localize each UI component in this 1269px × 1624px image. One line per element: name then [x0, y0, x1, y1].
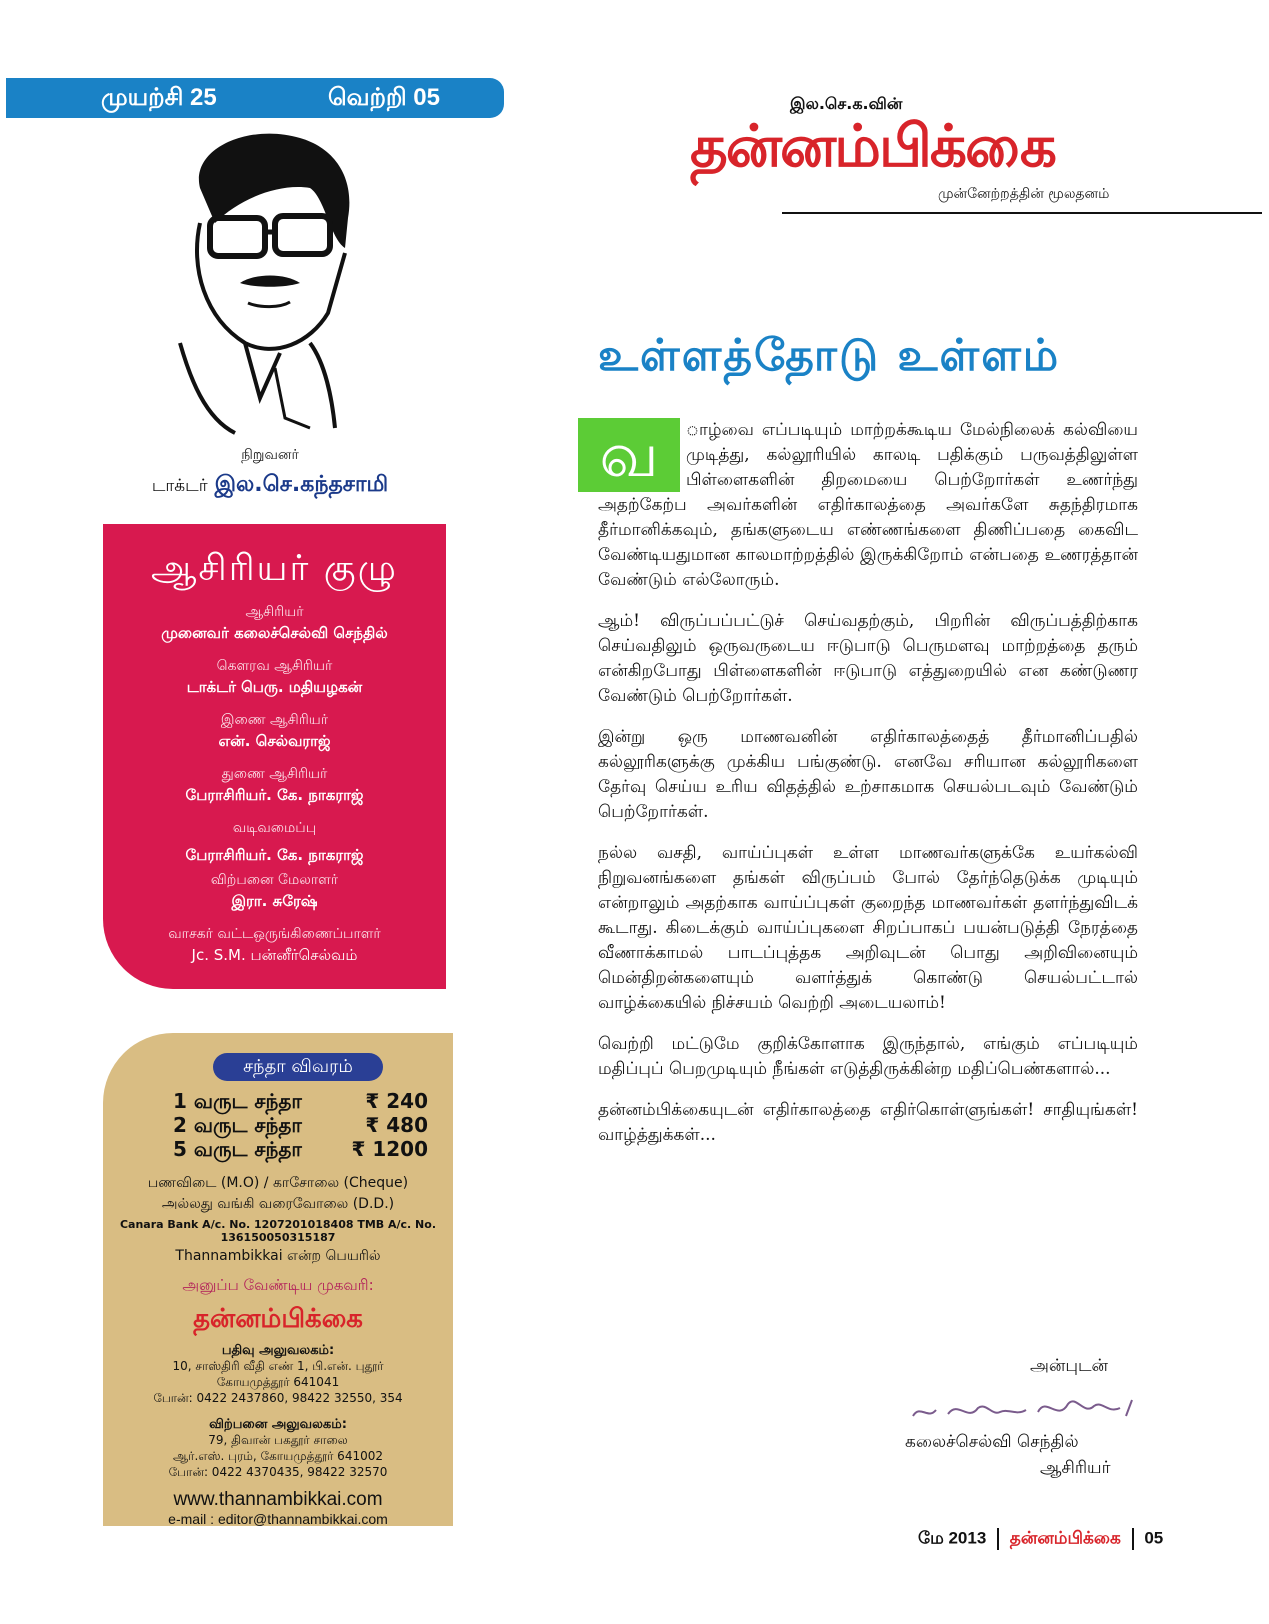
- signoff-role: ஆசிரியர்: [1040, 1458, 1111, 1478]
- member-name: பேராசிரியர். கே. நாகராஜ்: [185, 786, 364, 804]
- issue-attempt: முயற்சி 25: [101, 84, 217, 111]
- founder-name-text: இல.செ.கந்தசாமி: [214, 472, 389, 497]
- masthead-rule: [782, 212, 1262, 214]
- member-role: ஆசிரியர்: [245, 604, 304, 620]
- member-role: துணை ஆசிரியர்: [221, 766, 328, 782]
- member-role: கௌரவ ஆசிரியர்: [216, 658, 333, 674]
- subscription-label: 5 வருட சந்தா: [173, 1137, 302, 1161]
- article-body: [598, 418, 1138, 1164]
- reg-office-phone: போன்: 0422 2437860, 98422 32550, 354: [153, 1391, 403, 1405]
- article-paragraph: இன்று ஒரு மாணவனின் எதிர்காலத்தைத் தீர்மானிப்பதில் கல்லூரிகளுக்கு முக்கிய பங்குண்டு. எனவே சரியான கல்லூரிகளை தேர்வு செய்ய உரிய விதத்தில் உற்சாகமாக செயல்படவும் வேண்டும் பெற்றோர்கள்.: [598, 727, 1138, 822]
- footer-divider: [1132, 1528, 1134, 1550]
- subscription-row: [173, 1089, 438, 1115]
- editorial-board: [103, 524, 446, 989]
- subscription-price: ₹ 240: [365, 1089, 428, 1113]
- subscription-row: [173, 1113, 438, 1139]
- issue-month: மே 2013: [918, 1528, 987, 1548]
- masthead-tagline: முன்னேற்றத்தின் மூலதனம்: [938, 186, 1110, 202]
- member-name: என். செல்வராஜ்: [218, 732, 331, 750]
- signature-image: [908, 1386, 1138, 1430]
- sales-office-title: விற்பனை அலுவலகம்:: [209, 1417, 347, 1432]
- founder-name-prefix: டாக்டர்: [151, 476, 208, 496]
- payment-line: பணவிடை (M.O) / காசோலை (Cheque): [147, 1175, 409, 1191]
- drop-cap: வ: [578, 418, 680, 492]
- issue-bar: [6, 78, 504, 118]
- signoff-greeting: அன்புடன்: [1030, 1356, 1109, 1376]
- sales-office-line: 79, திவான் பகதூர் சாலை: [208, 1433, 348, 1447]
- subscription-title: சந்தா விவரம்: [213, 1053, 383, 1081]
- payment-line: அல்லது வங்கி வரைவோலை (D.D.): [161, 1196, 395, 1212]
- article-paragraph: வெற்றி மட்டுமே குறிக்கோளாக இருந்தால், எங்கும் எப்படியும் மதிப்புப் பெறமுடியும் நீங்கள் எடுத்திருக்கின்ற மதிப்பெண்களால்...: [598, 1034, 1138, 1079]
- bank-accounts: Canara Bank A/c. No. 1207201018408 TMB A/c. No. 136150050315187: [119, 1218, 437, 1244]
- member-role: இணை ஆசிரியர்: [220, 712, 329, 728]
- issue-success: வெற்றி 05: [328, 84, 440, 111]
- article-paragraph: தன்னம்பிக்கையுடன் எதிர்காலத்தை எதிர்கொள்ளுங்கள்! சாதியுங்கள்! வாழ்த்துக்கள்...: [598, 1100, 1138, 1145]
- subscription-row: [173, 1137, 438, 1163]
- member-name: இரா. சுரேஷ்: [231, 892, 318, 910]
- subscription-price: ₹ 480: [365, 1113, 428, 1137]
- member-role: விற்பனை மேலாளர்: [210, 872, 339, 888]
- member-role: வாசகர் வட்டஒருங்கிணைப்பாளர்: [168, 926, 381, 942]
- footer-logo: தன்னம்பிக்கை: [1009, 1528, 1121, 1549]
- payee-line: Thannambikkai என்ற பெயரில்: [175, 1248, 381, 1264]
- member-name: பேராசிரியர். கே. நாகராஜ்: [185, 846, 364, 864]
- founder-role: நிறுவனர்: [241, 447, 299, 463]
- editorial-title: ஆசிரியர் குழு: [151, 548, 398, 589]
- member-name: முனைவர் கலைச்செல்வி செந்தில்: [161, 624, 388, 642]
- article-paragraph: நல்ல வசதி, வாய்ப்புகள் உள்ள மாணவர்களுக்கே உயர்கல்வி நிறுவனங்களை தங்கள் விருப்பம் போல் தேர்ந்தெடுக்க முடியும் என்றாலும் அதற்காக வாய்ப்புகள் குறைந்த மாணவர்கள் தளர்ந்துவிடக் கூடாது. கிடைக்கும் வாய்ப்புகளை சிறப்பாகப் பயன்படுத்தி நேரத்தை வீணாக்காமல் பாடப்புத்தக அறிவுடன் பொது அறிவினையும் மென்திறன்களையும் வளர்த்துக் கொண்டு செயல்பட்டால் வாழ்க்கையில் நிச்சயம் வெற்றி அடையலாம்!: [598, 843, 1138, 1013]
- masthead-pre: இல.செ.க.வின்: [790, 94, 903, 113]
- article-text: ாழ்வை எப்படியும் மாற்றக்கூடிய மேல்நிலைக் கல்வியை முடித்து, கல்லூரியில் காலடி பதிக்கும் பருவத்திலுள்ள பிள்ளைகளின் திறமையை பெற்றோர்கள் உணர்ந்து அதற்கேற்ப அவர்களின் எதிர்காலத்தை அவர்களே சுதந்திரமாக தீர்மானிக்கவும், தங்களுடைய எண்ணங்களை திணிப்பதை கைவிட வேண்டியதுமான காலமாற்றத்தில் இருக்கிறோம் என்பதை உணரத்தான் வேண்டும் எல்லோரும்.: [598, 420, 1138, 590]
- founder-name: [110, 472, 430, 500]
- founder-portrait: [160, 128, 360, 443]
- subscription-label: 1 வருட சந்தா: [173, 1089, 302, 1113]
- subscription-box: [103, 1033, 453, 1526]
- reg-office-line: கோயமுத்தூர் 641041: [216, 1375, 340, 1389]
- signoff-name: கலைச்செல்வி செந்தில்: [905, 1432, 1079, 1452]
- member-name: Jc. S.M. பன்னீர்செல்வம்: [191, 946, 358, 964]
- page-number: 05: [1144, 1528, 1164, 1548]
- send-address-label: அனுப்ப வேண்டிய முகவரி:: [182, 1276, 374, 1294]
- website-link[interactable]: www.thannambikkai.com: [173, 1489, 383, 1510]
- member-name: டாக்டர் பெரு. மதியழகன்: [186, 678, 363, 696]
- email-link[interactable]: e-mail : editor@thannambikkai.com: [168, 1511, 388, 1527]
- subscription-price: ₹ 1200: [351, 1137, 428, 1161]
- masthead-logo: தன்னம்பிக்கை: [690, 112, 1055, 180]
- subscription-logo: தன்னம்பிக்கை: [193, 1304, 363, 1334]
- reg-office-title: பதிவு அலுவலகம்:: [221, 1343, 335, 1358]
- article-paragraph: ஆம்! விருப்பப்பட்டுச் செய்வதற்கும், பிறரின் விருப்பத்திற்காக செய்வதிலும் ஒருவருடைய ஈடுபாடு பெருமளவு மாற்றத்தை தரும் என்கிறபோது பிள்ளைகளின் ஈடுபாடு எத்துறையில் என கண்டுணர வேண்டும் பெற்றோர்கள்.: [598, 611, 1138, 706]
- page-footer: [918, 1528, 1163, 1550]
- sales-office-line: ஆர்.எஸ். புரம், கோயமுத்தூர் 641002: [173, 1449, 383, 1463]
- subscription-label: 2 வருட சந்தா: [173, 1113, 302, 1137]
- page-title: உள்ளத்தோடு உள்ளம்: [598, 330, 1061, 381]
- footer-divider: [997, 1528, 999, 1550]
- article-paragraph: [598, 418, 1138, 593]
- sales-office-phone: போன்: 0422 4370435, 98422 32570: [168, 1465, 388, 1479]
- reg-office-line: 10, சாஸ்திரி வீதி எண் 1, பி.என். புதூர்: [172, 1359, 384, 1373]
- member-role: வடிவமைப்பு: [232, 820, 317, 836]
